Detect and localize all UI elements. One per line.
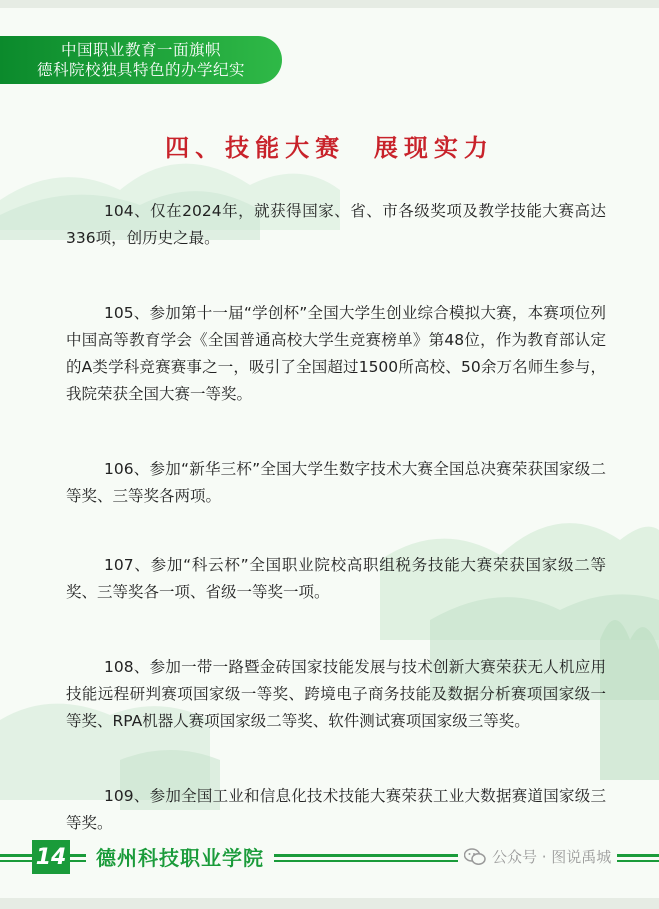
achievement-list [66,198,606,885]
watermark-text: 公众号 · 图说禹城 [492,848,612,866]
school-name: 德州科技职业学院 [86,842,274,871]
list-item: 107、参加“科云杯”全国职业院校高职组税务技能大赛荣获国家级二等奖、三等奖各一项、省级一等奖一项。 [66,556,606,601]
section-title: 四、技能大赛 展现实力 [165,133,494,162]
page-number: 14 [32,840,70,874]
list-item: 109、参加全国工业和信息化技术技能大赛荣获工业大数据赛道国家级三等奖。 [66,787,606,832]
header-line-1: 中国职业教育一面旗帜 [60,41,221,59]
page-footer [0,838,659,878]
watermark [458,846,617,867]
header-banner [0,36,282,84]
list-item: 106、参加“新华三杯”全国大学生数字技术大赛全国总决赛荣获国家级二等奖、三等奖各两项。 [66,460,606,505]
list-item: 105、参加第十一届“学创杯”全国大学生创业综合模拟大赛，本赛项位列中国高等教育学会《全国普通高校大学生竞赛榜单》第48位，作为教育部认定的A类学科竞赛赛事之一，吸引了全国超过1500所高校、50余万名师生参与，我院荣获全国大赛一等奖。 [66,304,606,403]
list-item: 108、参加一带一路暨金砖国家技能发展与技术创新大赛荣获无人机应用技能远程研判赛项国家级一等奖、跨境电子商务技能及数据分析赛项国家级一等奖、RPA机器人赛项国家级二等奖、软件测试赛项国家级三等奖。 [66,658,606,730]
bottom-strip [0,898,659,909]
list-item: 104、仅在2024年，就获得国家、省、市各级奖项及教学技能大赛高达336项，创历史之最。 [66,202,606,247]
wechat-icon [464,848,486,866]
header-line-2: 德科院校独具特色的办学纪实 [36,61,245,79]
